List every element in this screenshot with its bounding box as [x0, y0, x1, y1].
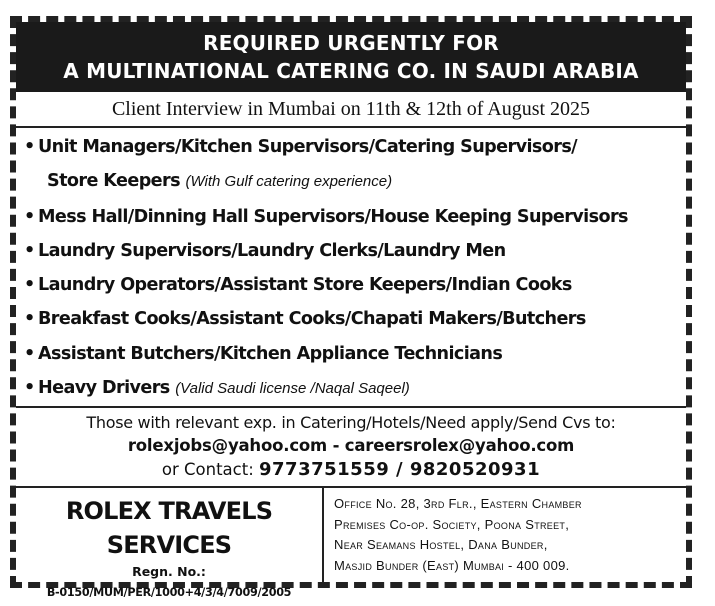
position-item: [24, 337, 686, 371]
phone-number-1[interactable]: 9773751559: [259, 459, 390, 480]
positions-list: [24, 130, 686, 406]
company-block: [16, 488, 324, 599]
position-text: Laundry Supervisors/Laundry Clerks/Laundry Men: [38, 240, 506, 261]
email-separator: -: [327, 436, 345, 455]
email-link-rolexjobs[interactable]: rolexjobs@yahoo.com: [127, 436, 328, 455]
phone-number-2[interactable]: 9820520931: [409, 459, 541, 480]
position-text: Mess Hall/Dinning Hall Supervisors/House Keeping Supervisors: [38, 206, 628, 227]
position-text: Breakfast Cooks/Assistant Cooks/Chapati Makers/Butchers: [38, 309, 586, 330]
bullet-icon: •: [24, 240, 35, 261]
position-text: Unit Managers/Kitchen Supervisors/Catering Supervisors/: [38, 137, 578, 157]
position-item: [24, 130, 686, 164]
bullet-icon: •: [24, 343, 35, 364]
email-line: [16, 434, 686, 458]
position-text: Store Keepers: [47, 171, 180, 192]
apply-instruction: Those with relevant exp. in Catering/Hotels/Need apply/Send Cvs to:: [86, 413, 616, 432]
position-text: Laundry Operators/Assistant Store Keepers/Indian Cooks: [38, 275, 572, 296]
headline-line-2: A MULTINATIONAL CATERING CO. IN SAUDI ARABIA: [63, 59, 639, 83]
contact-line: [16, 458, 686, 482]
registration-number: B-0150/MUM/PER/1000+4/3/4/7009/2005: [46, 586, 292, 599]
application-section: [16, 406, 686, 488]
registration-label: Regn. No.:: [132, 564, 206, 579]
footer: [16, 486, 686, 599]
position-item: [24, 234, 686, 268]
position-item: [24, 164, 686, 199]
phone-separator: /: [389, 459, 410, 480]
headline-banner: [16, 22, 686, 92]
address-line: Masjid Bunder (East) Mumbai - 400 009.: [334, 557, 570, 573]
bullet-icon: •: [24, 309, 35, 330]
bullet-icon: •: [24, 275, 35, 296]
interview-notice: Client Interview in Mumbai on 11th & 12th of August 2025: [16, 92, 686, 128]
bullet-icon: •: [24, 137, 35, 157]
position-item: [24, 371, 686, 406]
address-line: Premises Co-op. Society, Poona Street,: [334, 516, 570, 532]
position-note: (With Gulf catering experience): [185, 173, 393, 191]
position-item: [24, 302, 686, 336]
address-line: Office No. 28, 3rd Flr., Eastern Chamber: [334, 496, 582, 511]
contact-label: or Contact:: [161, 460, 259, 479]
position-item: [24, 268, 686, 302]
office-address: [334, 494, 684, 576]
bullet-icon: •: [24, 206, 35, 227]
position-note: (Valid Saudi license /Naqal Saqeel): [175, 380, 410, 398]
address-line: Near Seamans Hostel, Dana Bunder,: [334, 537, 548, 552]
headline-line-1: REQUIRED URGENTLY FOR: [203, 31, 499, 55]
position-item: [24, 200, 686, 234]
position-text: Heavy Drivers: [38, 378, 170, 399]
email-link-careersrolex[interactable]: careersrolex@yahoo.com: [344, 436, 575, 455]
company-name: ROLEX TRAVELS SERVICES: [65, 497, 273, 559]
bullet-icon: •: [24, 378, 35, 399]
position-text: Assistant Butchers/Kitchen Appliance Technicians: [38, 343, 503, 364]
